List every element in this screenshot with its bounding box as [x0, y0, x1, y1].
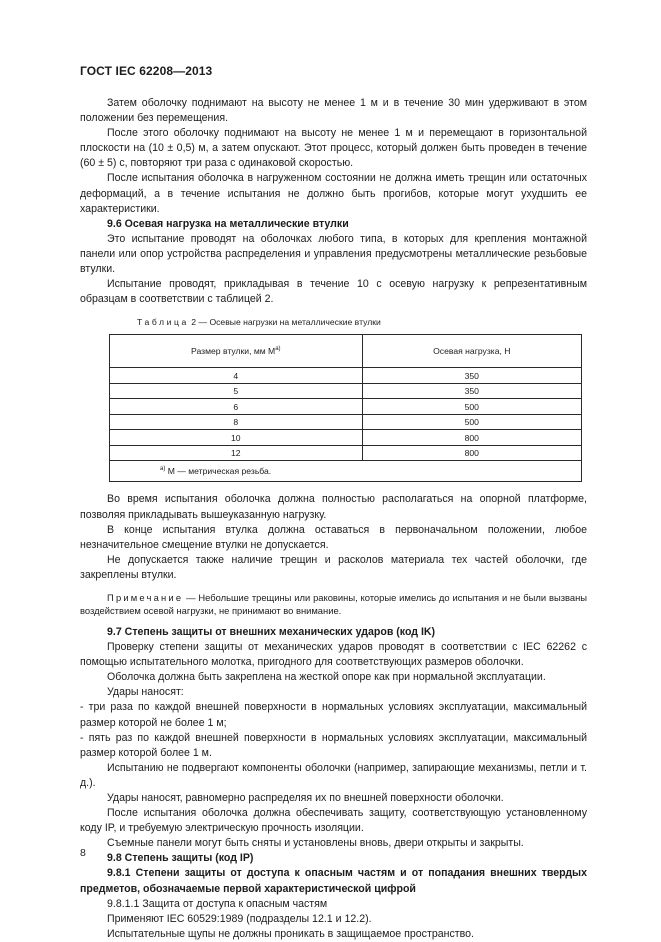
paragraph: Испытательные щупы не должны проникать в защищаемое пространство. [107, 927, 474, 940]
document-body [80, 96, 587, 942]
table-header-size: Размер втулки, мм $М^{a)}$ [110, 335, 363, 368]
table-row: 12 800 [110, 445, 582, 461]
table-header-load: Осевая нагрузка, Н [362, 335, 581, 368]
table-row: 6 500 [110, 399, 582, 415]
table-footnote: $^{a)}$ М — метрическая резьба. [110, 461, 582, 482]
paragraph: Затем оболочку поднимают на высоту не менее 1 м и в течение 30 мин удерживают в этом положении без перемещения. [80, 97, 587, 125]
paragraph: Оболочка должна быть закреплена на жесткой опоре как при нормальной эксплуатации. [107, 671, 546, 684]
paragraph: Применяют IEC 60529:1989 (подразделы 12.1 и 12.2). [107, 912, 372, 925]
list-item: - три раза по каждой внешней поверхности в нормальных условиях эксплуатации, максимальный размер которой не более 1 м; [80, 701, 587, 729]
paragraph: Это испытание проводят на оболочках любого типа, в которых для крепления монтажной панели или опор устройства распределения и управления предусмотрены металлические резьбовые втулки. [80, 232, 587, 276]
axial-load-table [109, 334, 582, 482]
table-caption-word: Таблица [137, 317, 189, 328]
table-row: 5 350 [110, 383, 582, 399]
table-footnote-row [110, 461, 582, 482]
paragraph: После испытания оболочка должна обеспечивать защиту, соответствующую установленному коду IP, и требуемую электрическую прочность изоляции. [80, 807, 587, 835]
paragraph: Не допускается также наличие трещин и расколов материала тех частей оболочки, где закреплены втулки. [80, 553, 587, 581]
paragraph: После испытания оболочка в нагруженном состоянии не должна иметь трещин или остаточных деформаций, а в течение испытания не должно быть прогибов, которые могут ухудшить ее характеристики. [80, 172, 587, 215]
paragraph: Во время испытания оболочка должна полностью располагаться на опорной платформе, позволяя прикладывать вышеуказанную нагрузку. [80, 493, 587, 521]
table-caption-text: 2 — Осевые нагрузки на металлические втулки [191, 317, 381, 328]
paragraph: После этого оболочку поднимают на высоту не менее 1 м и перемещают в горизонтальной плоскости на (10 ± 0,5) м, а затем опускают. Этот процесс, который должен быть проведен в течение (60 ± 5) с, повторяют три раза с одинаковой скоростью. [80, 127, 587, 170]
table-row: 4 350 [110, 368, 582, 384]
note-text: — Небольшие трещины или раковины, которые имелись до испытания и не были вызваны воздействием осевой нагрузки, не принимают во внимание. [80, 591, 588, 617]
table-header-row [110, 335, 582, 368]
note-label: Примечание [107, 591, 184, 603]
section-heading-9-8-1: 9.8.1 Степени защиты от доступа к опасным частям и от попадания внешних твердых предметов, обозначаемые первой характеристической цифрой [80, 867, 587, 895]
paragraph: Удары наносят, равномерно распределяя их по внешней поверхности оболочки. [107, 792, 504, 804]
section-heading-9-8: 9.8 Степень защиты (код IP) [107, 852, 254, 865]
section-heading-9-8-1-1: 9.8.1.1 Защита от доступа к опасным частям [107, 897, 328, 910]
section-heading-9-7: 9.7 Степень защиты от внешних механических ударов (код IK) [107, 625, 436, 638]
paragraph: Проверку степени защиты от механических ударов проводят в соответствии с IEC 62262 с помощью испытательного молотка, пригодного для соответствующих размеров оболочки. [80, 641, 587, 669]
paragraph: Удары наносят: [107, 686, 184, 699]
paragraph: Испытанию не подвергают компоненты оболочки (например, запирающие механизмы, петли и т. д.). [80, 761, 587, 789]
document-header: ГОСТ IEC 62208—2013 [80, 64, 213, 78]
paragraph: Испытание проводят, прикладывая в течение 10 с осевую нагрузку к репрезентативным образцам в соответствии с таблицей 2. [80, 278, 587, 306]
table-row: 10 800 [110, 430, 582, 446]
list-item: - пять раз по каждой внешней поверхности в нормальных условиях эксплуатации, максимальный размер которой более 1 м. [80, 731, 587, 759]
paragraph: В конце испытания втулка должна оставаться в первоначальном положении, любое незначительное смещение втулки не допускается. [80, 523, 587, 551]
page-number: 8 [80, 847, 86, 859]
table-row: 8 500 [110, 414, 582, 430]
table-caption [137, 315, 587, 330]
section-heading-9-6: 9.6 Осевая нагрузка на металлические втулки [107, 217, 349, 230]
note [80, 591, 587, 618]
paragraph: Съемные панели могут быть сняты и установлены вновь, двери открыты и закрыты. [107, 837, 524, 850]
